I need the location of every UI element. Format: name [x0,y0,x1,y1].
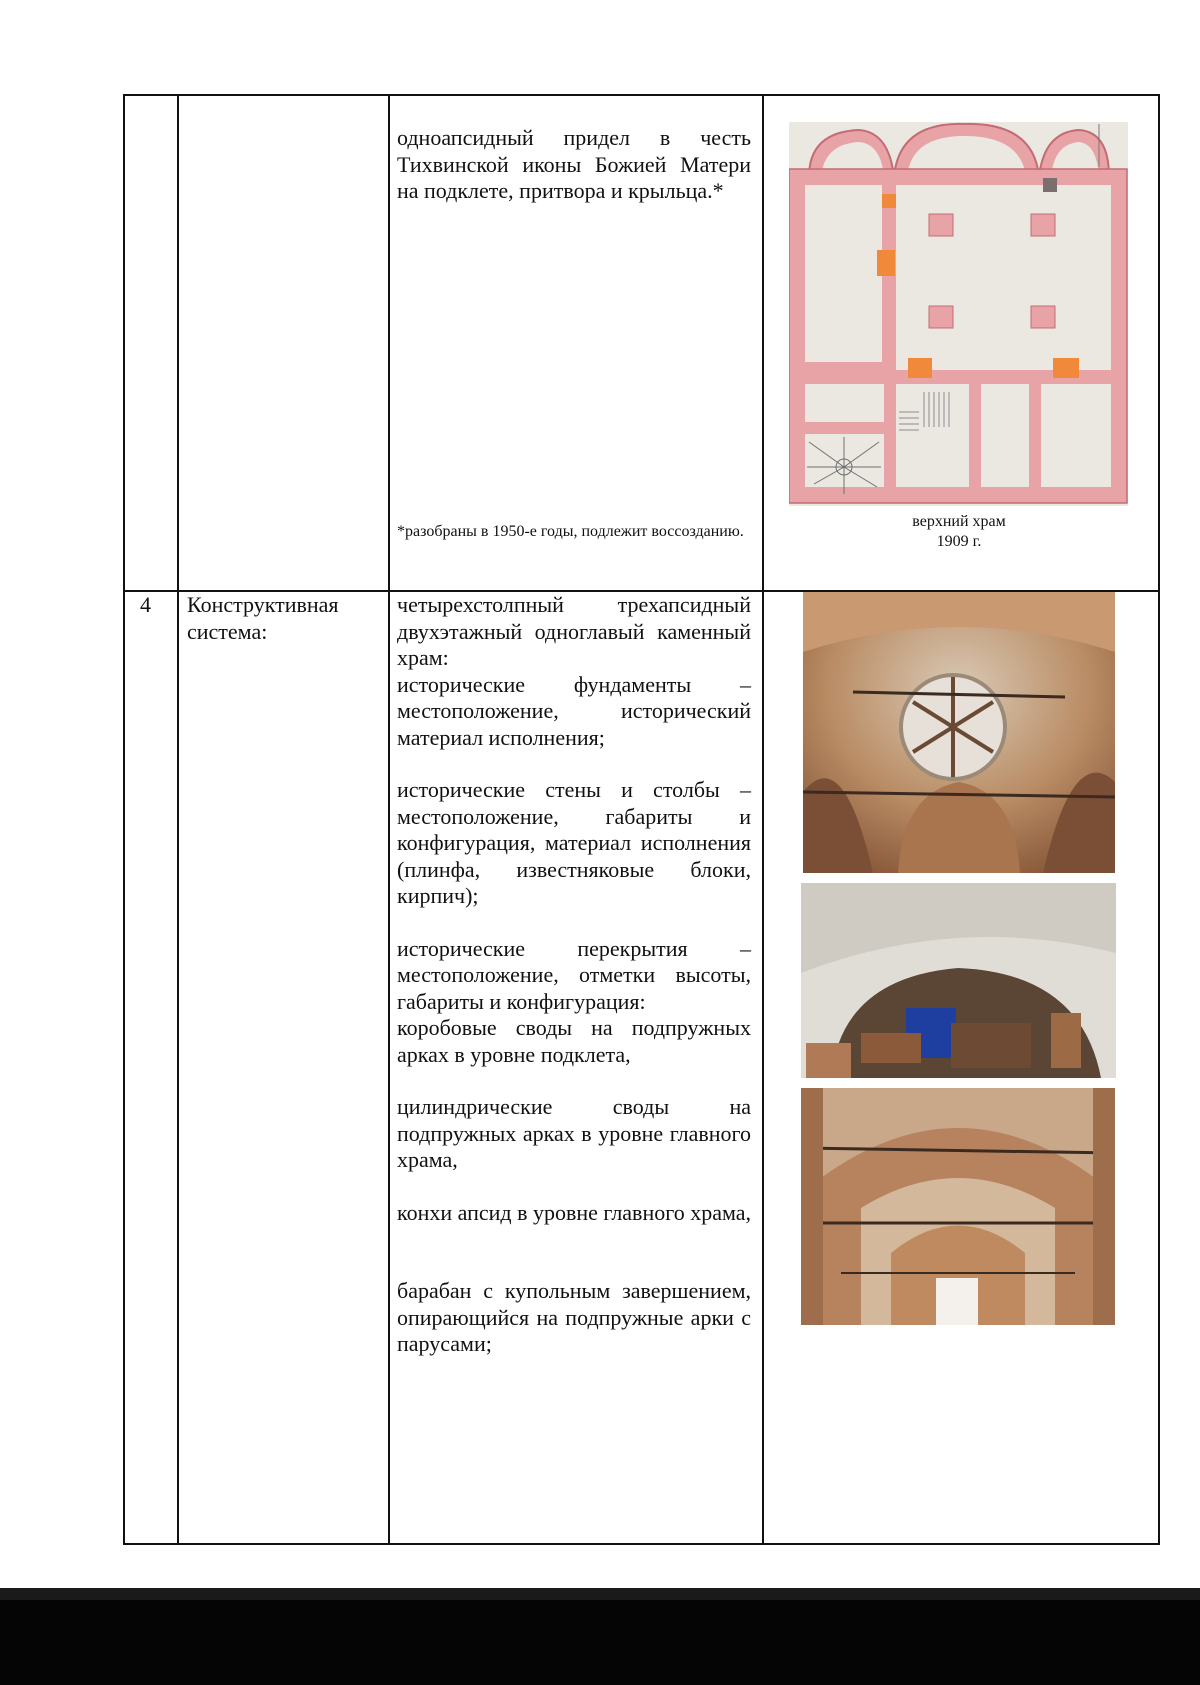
description-text: одноапсидный придел в честь Тихвинской иконы Божией Матери на подклете, притвора и крыльца.* [397,125,751,203]
table-col-divider-2 [388,94,390,1545]
paragraph-3: исторические стены и столбы – местоположение, габариты и конфигурация, материал исполнения (плинфа, известняковые блоки, кирпич); [397,777,751,908]
row-number: 4 [140,592,151,617]
row-title: Конструктивная система: [187,592,339,644]
table-col-divider-1 [177,94,179,1545]
row-prev-footnote: *разобраны в 1950-е годы, подлежит воссозданию. [397,523,744,540]
photo-basement-vault [801,883,1116,1078]
paragraph-4: исторические перекрытия – местоположение, отметки высоты, габариты и конфигурация: [397,935,751,1014]
floor-plan-image [789,122,1128,506]
paragraph-7: конхи апсид в уровне главного храма, [397,1199,751,1225]
row-prev-description [397,125,751,205]
table-border-top [123,94,1160,96]
table-border-bottom [123,1543,1160,1545]
photo-nave-arches [801,1088,1115,1325]
paragraph-6: цилиндрические своды на подпружных арках в уровне главного храма, [397,1094,751,1172]
paragraph-2: исторические фундаменты – местоположение, исторический материал исполнения; [397,671,751,750]
photo-dome-interior [803,592,1115,873]
table-col-divider-3 [762,94,764,1545]
plan-caption-line1: верхний храм [912,513,1006,530]
table-border-right [1158,94,1160,1545]
plan-caption-line2: 1909 г. [936,533,982,550]
paragraph-8: барабан с купольным завершением, опирающийся на подпружные арки с парусами; [397,1278,751,1356]
table-border-left [123,94,125,1545]
paragraph-5: коробовые своды на подпружных арках в уровне подклета, [397,1015,751,1067]
paragraph-1: четырехстолпный трехапсидный двухэтажный одноглавый каменный храм: [397,592,751,670]
scan-dark-border [0,1600,1200,1685]
row-4-description [397,592,751,1358]
